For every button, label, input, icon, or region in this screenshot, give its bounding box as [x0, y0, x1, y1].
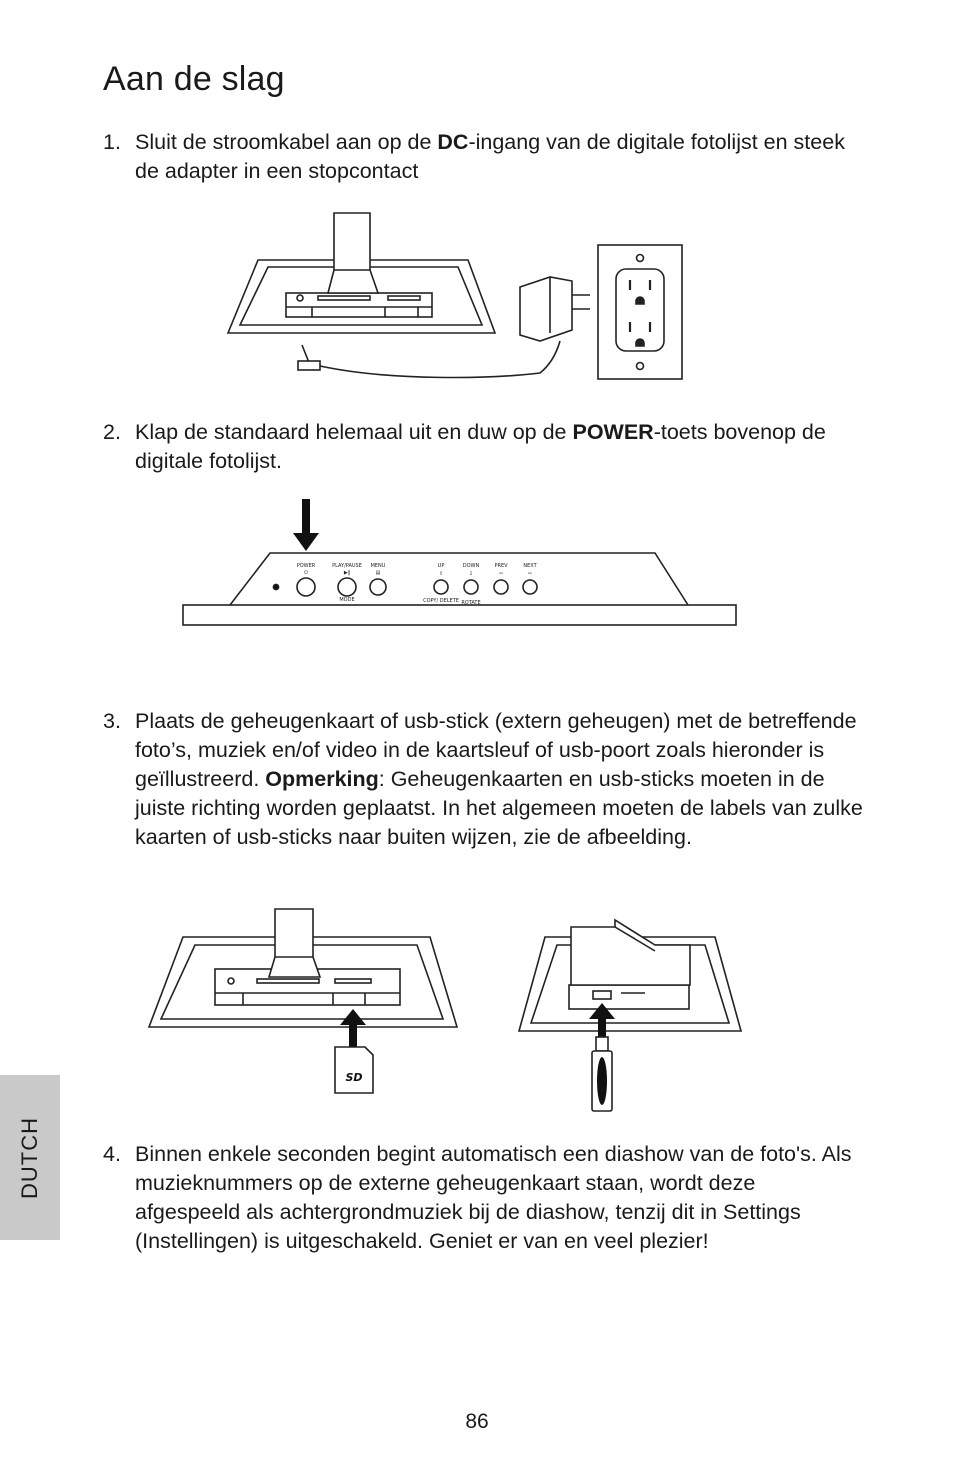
- press-arrow-icon: [293, 499, 319, 551]
- step-2-text-before: Klap de standaard helemaal uit en duw op de: [135, 420, 573, 444]
- prev-button[interactable]: [494, 563, 508, 594]
- prev-button-label: PREV: [494, 563, 508, 569]
- power-button-symbol: ⏻: [304, 570, 308, 576]
- frame-top-panel-illustration: [183, 553, 736, 625]
- copy-delete-label: COPY/ DELETE: [423, 598, 459, 604]
- language-tab-label: DUTCH: [17, 1116, 42, 1199]
- next-button[interactable]: [523, 563, 538, 594]
- step-3: [103, 707, 863, 852]
- frame-card-slot-illustration: [149, 909, 457, 1027]
- play-pause-button-symbol: ▶‖: [343, 570, 351, 576]
- next-button-label: NEXT: [523, 563, 537, 569]
- wall-outlet-illustration: [598, 245, 682, 379]
- down-button-label: DOWN: [462, 563, 480, 569]
- step-2-bold: POWER: [572, 420, 654, 444]
- power-adapter-illustration: [520, 277, 590, 341]
- power-button[interactable]: [297, 563, 316, 596]
- prev-button-symbol: ⇦: [498, 571, 504, 577]
- play-pause-button[interactable]: [332, 563, 362, 603]
- step-1: [103, 128, 863, 186]
- step-1-bold: DC: [437, 130, 469, 154]
- next-button-symbol: ⇨: [527, 571, 533, 577]
- down-button-symbol: ⇩: [468, 571, 474, 577]
- step-4-number: 4.: [103, 1142, 121, 1166]
- step-2-text-after: -toets bovenop de digitale fotolijst.: [135, 420, 826, 473]
- sd-card-label: SD: [345, 1071, 363, 1084]
- page-title: Aan de slag: [103, 60, 285, 98]
- sd-card-icon: [335, 1047, 373, 1093]
- step-4: [103, 1140, 863, 1256]
- step-3-text-after: : Geheugenkaarten en usb-sticks moeten in de juiste richting worden geplaatst. In het algemeen moeten de labels van zulke kaarten of usb-sticks naar buiten wijzen, zie de afbeelding.: [135, 767, 863, 849]
- photo-frame-back-illustration: [228, 213, 495, 333]
- step-1-text-after: -ingang van de digitale fotolijst en steek de adapter in een stopcontact: [135, 130, 845, 183]
- menu-button-symbol: ▤: [375, 570, 381, 576]
- step-1-number: 1.: [103, 130, 121, 154]
- step-2: [103, 418, 863, 476]
- figure-card-insertion: [145, 905, 755, 1115]
- step-3-number: 3.: [103, 709, 121, 733]
- step-4-text: Binnen enkele seconden begint automatisch een diashow van de foto's. Als muzieknummers op de externe geheugenkaart staan, wordt deze afgespeeld als achtergrondmuziek bij de diashow, tenzij dit in Settings (Instellingen) is uitgeschakeld. Geniet er van en veel plezier!: [135, 1142, 852, 1253]
- up-button-label: UP: [437, 563, 445, 569]
- figure-power-connection: [220, 205, 690, 385]
- figure-top-buttons: [180, 495, 740, 630]
- power-button-label: POWER: [296, 563, 316, 569]
- step-3-bold: Opmerking: [265, 767, 379, 791]
- menu-button[interactable]: [370, 563, 386, 595]
- dc-cable-illustration: [298, 341, 560, 377]
- play-pause-button-label: PLAY/PAUSE: [332, 563, 362, 569]
- step-3-text-before: Plaats de geheugenkaart of usb-stick (extern geheugen) met de betreffende foto’s, muziek en/of video in de kaartsleuf of usb-poort zoals hieronder is geïllustreerd.: [135, 709, 857, 791]
- language-tab: [0, 1075, 60, 1240]
- mode-label: MODE: [339, 597, 355, 603]
- step-1-text-before: Sluit de stroomkabel aan op de: [135, 130, 438, 154]
- rotate-label: ROTATE: [461, 600, 481, 606]
- up-button-symbol: ⇧: [438, 571, 444, 577]
- up-button[interactable]: [423, 563, 459, 604]
- frame-usb-port-illustration: [519, 920, 741, 1031]
- step-2-number: 2.: [103, 420, 121, 444]
- page-number: 86: [465, 1410, 489, 1433]
- usb-stick-icon: [592, 1037, 612, 1111]
- menu-button-label: MENU: [370, 563, 386, 569]
- down-button[interactable]: [461, 563, 480, 606]
